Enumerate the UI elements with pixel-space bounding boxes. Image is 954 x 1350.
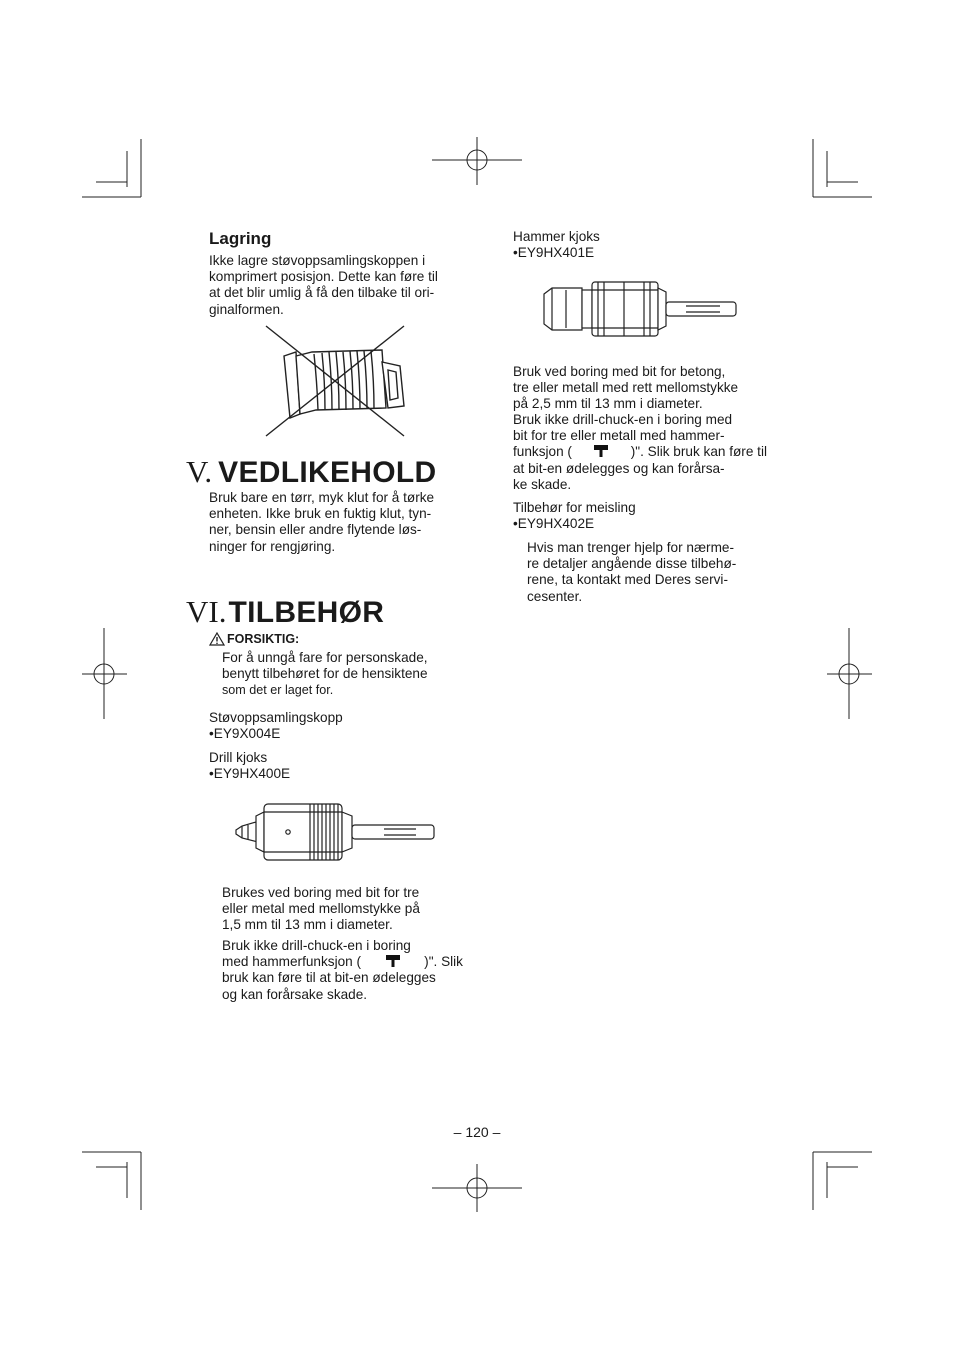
accessories-numeral: VI. [186, 594, 227, 629]
chisel-item [513, 500, 636, 532]
accessories-title: TILBEHØR [228, 596, 385, 629]
registration-mark-icon [432, 137, 522, 185]
hammer-chuck-name: Hammer kjoks [513, 229, 600, 244]
hammer-chuck-code: •EY9HX401E [513, 245, 595, 261]
caution-label: FORSIKTIG: [227, 632, 300, 646]
storage-text: Ikke lagre støvoppsamlingskoppen i komprimert posisjon. Dette kan føre til at det blir umlig å få den tilbake til ori- ginalformen. [209, 253, 438, 317]
hammer-chuck-warning-text: Bruk ikke drill-chuck-en i boring med bit for tre eller metall med hammer- funksjon ( )". Slik bruk kan føre til at bit-en ødelegges og kan forårsa- ke skade. [513, 412, 767, 492]
caution-text: For å unngå fare for personskade, benytt tilbehøret for de hensiktene som det er laget for. [222, 650, 428, 698]
storage-section [209, 229, 463, 318]
page-number: – 120 – [453, 1124, 501, 1140]
storage-heading: Lagring [209, 229, 272, 248]
drill-chuck-name: Drill kjoks [209, 750, 268, 765]
dust-cup-name: Støvoppsamlingskopp [209, 710, 343, 725]
service-help-text: Hvis man trenger hjelp for nærme- re detaljer angående disse tilbehø- rene, ta kontakt med Deres servi- cesenter. [527, 540, 737, 604]
dust-cup-item [209, 710, 343, 742]
chisel-name: Tilbehør for meisling [513, 500, 636, 515]
maintenance-heading [186, 454, 436, 490]
registration-mark-icon [827, 628, 872, 719]
hammer-chuck-use-text: Bruk ved boring med bit for betong, tre eller metall med rett mellomstykke på 2,5 mm til 13 mm i diameter. [513, 364, 739, 412]
hammer-chuck-illustration [540, 280, 740, 338]
compressed-dust-cup-crossed-illustration [262, 322, 408, 438]
drill-chuck-illustration [234, 798, 438, 866]
drill-chuck-warning-text: Bruk ikke drill-chuck-en i boring med hammerfunksjon ( )". Slik bruk kan føre til at bit-en ødelegges og kan forårsake skade. [222, 938, 463, 1002]
drill-chuck-code: •EY9HX400E [209, 766, 291, 782]
drill-chuck-item [209, 750, 290, 782]
chisel-code: •EY9HX402E [513, 516, 595, 532]
hammer-chuck-item [513, 229, 600, 261]
maintenance-text: Bruk bare en tørr, myk klut for å tørke enheten. Ikke bruk en fuktig klut, tyn- ner, bensin eller andre flytende løs- ninger for rengjøring. [209, 490, 435, 554]
caution-label-row [209, 632, 299, 646]
hammer-icon [592, 444, 610, 458]
warning-triangle-icon [209, 632, 225, 646]
registration-mark-icon [432, 1164, 522, 1212]
hammer-icon [384, 954, 402, 968]
accessories-heading [186, 594, 384, 630]
dust-cup-code: •EY9X004E [209, 726, 281, 742]
maintenance-title: VEDLIKEHOLD [218, 456, 437, 489]
maintenance-numeral: V. [186, 454, 213, 489]
drill-chuck-use-text: Brukes ved boring med bit for tre eller metal med mellomstykke på 1,5 mm til 13 mm i diameter. [222, 885, 420, 933]
registration-mark-icon [82, 628, 127, 719]
